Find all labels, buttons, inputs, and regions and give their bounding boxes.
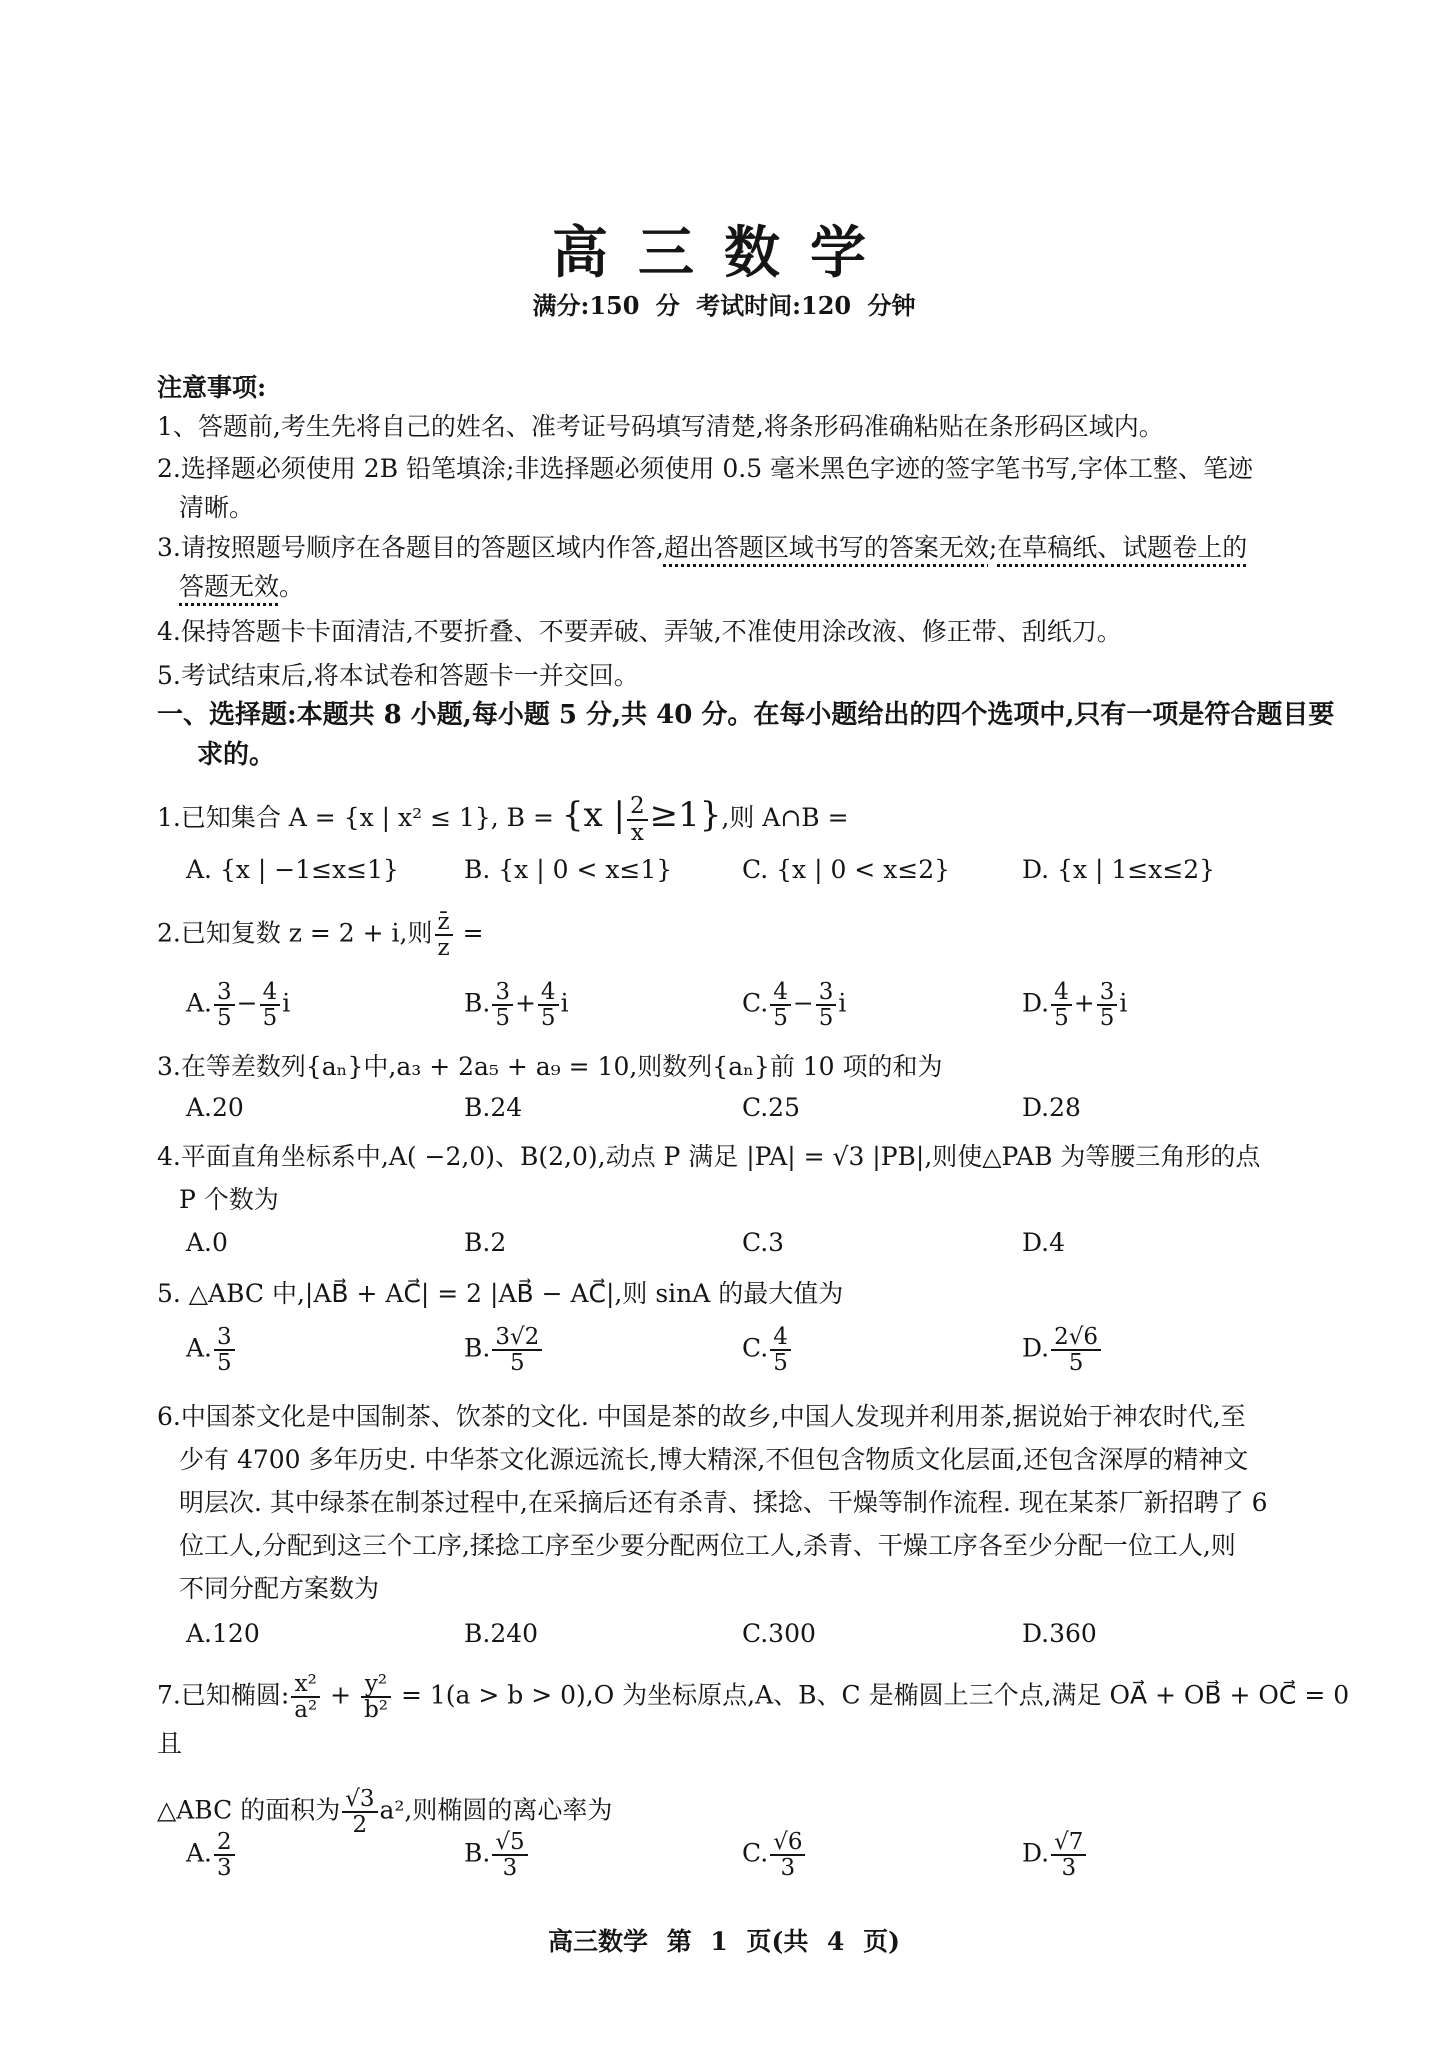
q4-option-d[interactable]: D.4 <box>1022 1228 1066 1257</box>
q2-a-op: − <box>236 988 258 1018</box>
q7-b-label: B. <box>464 1838 491 1868</box>
q1-option-a[interactable]: A. {x | −1≤x≤1} <box>186 855 399 884</box>
q2-c-d2: 5 <box>818 1005 834 1032</box>
q5-b-frac <box>492 1325 542 1375</box>
question-6 <box>157 1395 1377 1610</box>
q7-a-num: 2 <box>214 1830 235 1856</box>
exam-meta: 满分:150 分 考试时间:120 分钟 <box>532 291 916 320</box>
q7-b-num: √5 <box>492 1830 527 1856</box>
q2-b-d1: 5 <box>495 1005 510 1032</box>
q2-d-n1: 4 <box>1051 980 1072 1006</box>
q7-a-label: A. <box>186 1838 213 1868</box>
q7-d-num: √7 <box>1051 1830 1086 1856</box>
q5-b-label: B. <box>464 1333 491 1363</box>
q4-option-b[interactable]: B.2 <box>464 1228 507 1257</box>
note-3-text: 3.请按照题号顺序在各题目的答题区域内作答, <box>157 533 664 562</box>
q2-a-n1: 3 <box>214 980 235 1006</box>
q2-d-d2: 5 <box>1099 1005 1115 1032</box>
q2-a-d2: 5 <box>262 1005 278 1032</box>
q2-d-n2: 3 <box>1097 980 1118 1006</box>
q5-c-num: 4 <box>770 1325 791 1351</box>
q7-stem2-post: a²,则椭圆的离心率为 <box>379 1795 613 1825</box>
q7-f3-num: √3 <box>342 1787 377 1813</box>
q5-b-num: 3√2 <box>492 1325 542 1351</box>
q5-d-label: D. <box>1022 1333 1050 1363</box>
q1-option-c[interactable]: C. {x | 0 < x≤2} <box>742 855 951 884</box>
q7-c-label: C. <box>742 1838 769 1868</box>
q5-option-d[interactable] <box>1022 1325 1103 1375</box>
q2-c-frac1 <box>770 980 791 1030</box>
q4-option-a[interactable]: A.0 <box>186 1228 228 1257</box>
question-2 <box>157 910 1377 960</box>
q1-stem-post: ,则 A∩B = <box>721 803 849 832</box>
q3-option-b[interactable]: B.24 <box>464 1093 523 1122</box>
q7-b-frac <box>492 1830 527 1880</box>
q6-line4: 位工人,分配到这三个工序,揉捻工序至少要分配两位工人,杀青、干燥工序各至少分配一位工人,则 <box>179 1531 1236 1560</box>
q7-options <box>186 1830 1366 1890</box>
q7-c-num: √6 <box>770 1830 805 1856</box>
q1-set-close: ≥1} <box>649 795 722 835</box>
q2-a-d1: 5 <box>217 1005 232 1032</box>
q5-option-b[interactable] <box>464 1325 544 1375</box>
q2-frac-den: z <box>437 935 450 962</box>
q2-d-label: D. <box>1022 988 1050 1018</box>
q7-d-frac <box>1051 1830 1086 1880</box>
q6-line5: 不同分配方案数为 <box>179 1574 380 1603</box>
q2-option-d[interactable] <box>1022 980 1127 1030</box>
q2-a-n2: 4 <box>260 980 281 1006</box>
question-5: 5. △ABC 中,|AB⃗ + AC⃗| = 2 |AB⃗ − AC⃗|,则 sinA 的最大值为 <box>157 1279 844 1308</box>
q7-option-c[interactable] <box>742 1830 807 1880</box>
notes-heading: 注意事项: <box>157 373 267 402</box>
question-7 <box>157 1672 1377 1838</box>
q7-plus: + <box>322 1680 360 1710</box>
note-2-line2: 清晰。 <box>179 493 255 522</box>
q5-d-num: 2√6 <box>1051 1325 1101 1351</box>
q2-b-n2: 4 <box>538 980 559 1006</box>
q2-a-frac2 <box>260 980 281 1030</box>
q3-option-a[interactable]: A.20 <box>186 1093 244 1122</box>
q7-f3-den: 2 <box>352 1812 368 1839</box>
question-3: 3.在等差数列{aₙ}中,a₃ + 2a₅ + a₉ = 10,则数列{aₙ}前 10 项的和为 <box>157 1052 943 1081</box>
q1-options <box>186 855 1366 915</box>
q5-a-frac <box>214 1325 235 1375</box>
q6-option-c[interactable]: C.300 <box>742 1619 816 1648</box>
q5-d-den: 5 <box>1068 1350 1084 1377</box>
q6-options <box>186 1619 1366 1679</box>
q2-c-label: C. <box>742 988 769 1018</box>
q1-option-b[interactable]: B. {x | 0 < x≤1} <box>464 855 673 884</box>
note-3-emphasis: 超出答题区域书写的答案无效 <box>663 533 989 562</box>
q1-frac-den: x <box>630 819 644 846</box>
q1-frac-num: 2 <box>627 794 648 820</box>
q5-b-den: 5 <box>509 1350 525 1377</box>
q6-option-d[interactable]: D.360 <box>1022 1619 1097 1648</box>
note-3-end: 。 <box>279 572 305 601</box>
q1-fraction <box>627 794 648 844</box>
q1-stem-pre: 1.已知集合 A = {x | x² ≤ 1}, B = <box>157 803 562 832</box>
q7-option-d[interactable] <box>1022 1830 1088 1880</box>
q2-d-frac2 <box>1097 980 1118 1030</box>
note-2 <box>157 449 1372 527</box>
q1-set-open: {x | <box>561 795 625 835</box>
q7-stem-post: = 1(a > b > 0),O 为坐标原点,A、B、C 是椭圆上三个点,满足 OA⃗ + OB⃗ + OC⃗ = 0 且 <box>157 1680 1350 1759</box>
note-3-line2 <box>157 567 1372 606</box>
q2-a-frac1 <box>214 980 235 1030</box>
note-3 <box>157 528 1372 606</box>
q2-c-i: i <box>838 988 847 1018</box>
q2-d-d1: 5 <box>1054 1005 1069 1032</box>
q2-b-label: B. <box>464 988 491 1018</box>
q6-line3: 明层次. 其中绿茶在制茶过程中,在采摘后还有杀青、揉捻、干燥等制作流程. 现在某茶厂新招聘了 6 <box>179 1488 1268 1517</box>
q2-stem-post: = <box>454 918 484 948</box>
note-4: 4.保持答题卡卡面清洁,不要折叠、不要弄破、弄皱,不准使用涂改液、修正带、刮纸刀。 <box>157 617 1122 646</box>
page-footer: 高三数学 第 1 页(共 4 页) <box>548 1927 900 1956</box>
q4-option-c[interactable]: C.3 <box>742 1228 785 1257</box>
q7-c-den: 3 <box>780 1855 796 1882</box>
q7-frac-y <box>361 1672 391 1722</box>
q6-option-b[interactable]: B.240 <box>464 1619 539 1648</box>
q7-c-frac <box>770 1830 805 1880</box>
q6-line2: 少有 4700 多年历史. 中华茶文化源远流长,博大精深,不但包含物质文化层面,还包含深厚的精神文 <box>179 1445 1249 1474</box>
note-3-sep: ; <box>988 533 998 562</box>
q7-f2-num: y² <box>361 1672 391 1698</box>
q4-line2: P 个数为 <box>179 1185 279 1214</box>
q2-b-i: i <box>560 988 569 1018</box>
q2-a-label: A. <box>186 988 213 1018</box>
q7-d-label: D. <box>1022 1838 1050 1868</box>
q5-d-frac <box>1051 1325 1101 1375</box>
q7-f1-num: x² <box>291 1672 320 1698</box>
q2-d-frac1 <box>1051 980 1072 1030</box>
section-line2: 求的。 <box>197 740 276 770</box>
note-3-emphasis-2: 在草稿纸、试题卷上的 <box>997 533 1248 562</box>
q5-a-den: 5 <box>217 1350 232 1377</box>
section-line1: 一、选择题:本题共 8 小题,每小题 5 分,共 40 分。在每小题给出的四个选项中,只有一项是符合题目要 <box>157 700 1335 730</box>
q2-b-frac2 <box>538 980 559 1030</box>
q2-c-d1: 5 <box>773 1005 788 1032</box>
note-5: 5.考试结束后,将本试卷和答题卡一并交回。 <box>157 661 639 690</box>
q7-b-den: 3 <box>502 1855 518 1882</box>
q2-b-op: + <box>514 988 536 1018</box>
q5-c-den: 5 <box>773 1350 788 1377</box>
q2-option-c[interactable] <box>742 980 846 1030</box>
q3-option-c[interactable]: C.25 <box>742 1093 800 1122</box>
q2-stem-pre: 2.已知复数 z = 2 + i,则 <box>157 918 433 948</box>
question-1 <box>157 794 1377 845</box>
q2-c-op: − <box>792 988 814 1018</box>
q1-option-d[interactable]: D. {x | 1≤x≤2} <box>1022 855 1216 884</box>
q2-fraction <box>435 910 453 960</box>
q4-line1: 4.平面直角坐标系中,A( −2,0)、B(2,0),动点 P 满足 |PA| = √3 |PB|,则使△PAB 为等腰三角形的点 <box>157 1142 1261 1171</box>
q7-frac-x <box>291 1672 320 1722</box>
q7-a-den: 3 <box>217 1855 232 1882</box>
page-title: 高三数学 <box>552 220 896 286</box>
q2-d-op: + <box>1073 988 1095 1018</box>
q5-a-num: 3 <box>214 1325 235 1351</box>
q5-option-c[interactable] <box>742 1325 793 1375</box>
q2-d-i: i <box>1119 988 1128 1018</box>
q2-c-n1: 4 <box>770 980 791 1006</box>
section-heading <box>157 695 1377 775</box>
note-3-emphasis-3: 答题无效 <box>179 572 280 601</box>
question-4 <box>157 1135 1377 1221</box>
note-2-line1: 2.选择题必须使用 2B 铅笔填涂;非选择题必须使用 0.5 毫米黑色字迹的签字笔书写,字体工整、笔迹 <box>157 454 1254 483</box>
q2-c-frac2 <box>816 980 837 1030</box>
q5-a-label: A. <box>186 1333 213 1363</box>
q3-option-d[interactable]: D.28 <box>1022 1093 1081 1122</box>
q2-b-n1: 3 <box>492 980 513 1006</box>
q7-line1 <box>157 1672 1377 1765</box>
q7-f1-den: a² <box>294 1697 318 1724</box>
q2-b-d2: 5 <box>540 1005 556 1032</box>
q2-a-i: i <box>282 988 291 1018</box>
note-3-line1 <box>157 528 1372 567</box>
q2-b-frac1 <box>492 980 513 1030</box>
q5-c-label: C. <box>742 1333 769 1363</box>
q7-stem-pre: 7.已知椭圆: <box>157 1680 290 1710</box>
q7-option-a[interactable] <box>186 1830 237 1880</box>
q7-stem2-pre: △ABC 的面积为 <box>157 1795 341 1825</box>
q6-option-a[interactable]: A.120 <box>186 1619 260 1648</box>
q5-options <box>186 1325 1366 1385</box>
q5-c-frac <box>770 1325 791 1375</box>
q2-option-b[interactable] <box>464 980 569 1030</box>
q2-options <box>186 980 1366 1040</box>
q5-option-a[interactable] <box>186 1325 237 1375</box>
q2-option-a[interactable] <box>186 980 290 1030</box>
q7-a-frac <box>214 1830 235 1880</box>
q7-option-b[interactable] <box>464 1830 530 1880</box>
q6-line1: 6.中国茶文化是中国制茶、饮茶的文化. 中国是茶的故乡,中国人发现并利用茶,据说始于神农时代,至 <box>157 1402 1246 1431</box>
q2-c-n2: 3 <box>816 980 837 1006</box>
q7-d-den: 3 <box>1061 1855 1077 1882</box>
q7-f2-den: b² <box>364 1697 389 1724</box>
note-1: 1、答题前,考生先将自己的姓名、准考证号码填写清楚,将条形码准确粘贴在条形码区域内。 <box>157 412 1164 441</box>
q2-frac-num: z̄ <box>435 910 453 936</box>
